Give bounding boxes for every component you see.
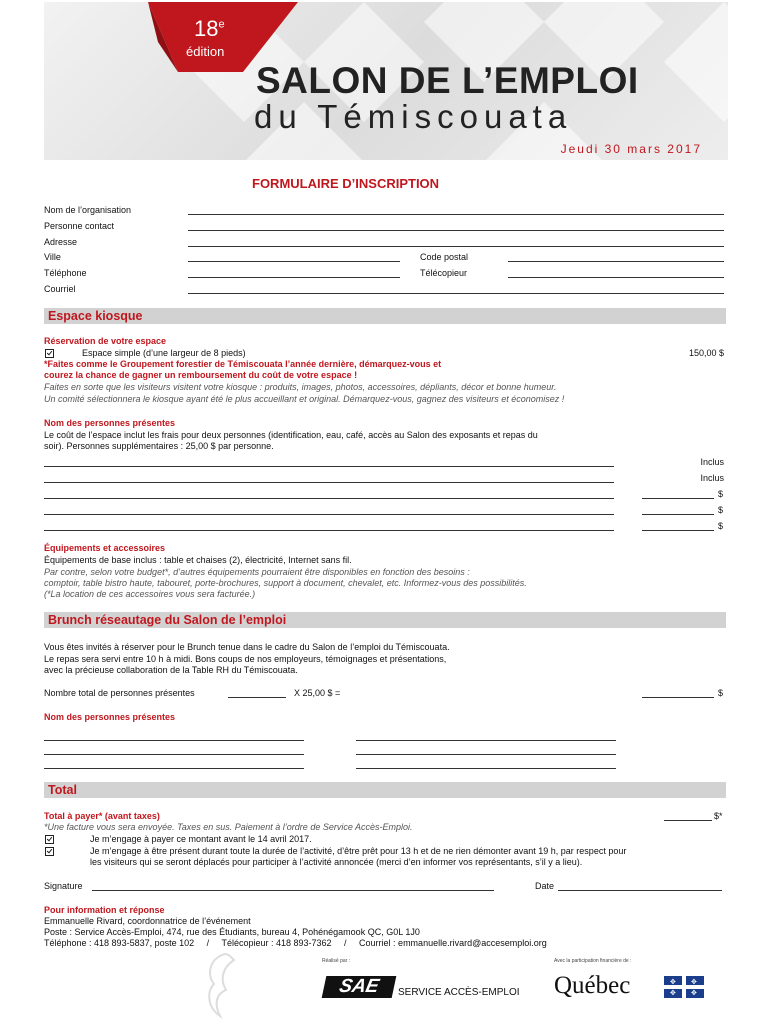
person-2-included: Inclus [700,473,724,483]
reservation-title: Réservation de votre espace [44,336,167,346]
info-contact: Emmanuelle Rivard, coordonnatrice de l’événement [44,916,251,926]
telecopieur-input[interactable] [508,277,724,278]
kiosque-names-title: Nom des personnes présentes [44,418,176,428]
kiosque-person-4-input[interactable] [44,514,614,515]
equipment-title: Équipements et accessoires [44,543,166,553]
kiosque-person-2-input[interactable] [44,482,614,483]
total-pay-label: Total à payer* (avant taxes) [44,811,160,821]
kiosque-names-text-1: Le coût de l’espace inclut les frais pour deux personnes (identification, eau, café, accès au Salon des exposants et repas du [44,430,538,440]
brunch-dollar: $ [718,688,724,698]
equipment-budget-note: Par contre, selon votre budget*, d’autres équipements pourraient être disponibles en fonction des besoins : [44,567,470,577]
brunch-person-5-input[interactable] [44,768,304,769]
section-header-kiosque: Espace kiosque [44,308,726,324]
espace-simple-label: Espace simple (d’une largeur de 8 pieds) [82,348,246,358]
field-label-adresse: Adresse [44,237,78,247]
commit-payment-label: Je m’engage à payer ce montant avant le 14 avril 2017. [90,834,312,844]
banner-title-main: SALON DE L’EMPLOI [256,60,639,101]
equipment-rental-note: (*La location de ces accessoires vous sera facturée.) [44,589,256,599]
signature-input[interactable] [92,890,494,891]
person-5-amount-input[interactable] [642,530,714,531]
kiosque-person-5-input[interactable] [44,530,614,531]
contest-note-1: Faites en sorte que les visiteurs visitent votre kiosque : produits, images, photos, accessoires, dépliants, décor et bonne humeur. [44,382,557,392]
ville-input[interactable] [188,261,400,262]
equipment-list-note: comptoir, table bistro haute, tabouret, porte-brochures, support à document, chevalet, etc. Informez-vous des possibilités. [44,578,527,588]
date-input[interactable] [558,890,722,891]
brunch-multiplier: X 25,00 $ = [294,688,341,698]
promo-line-1: *Faites comme le Groupement forestier de Témiscouata l’année dernière, démarquez-vous et [44,359,442,369]
courriel-input[interactable] [188,293,724,294]
person-5-dollar: $ [718,521,724,531]
total-amount-input[interactable] [664,820,712,821]
code-postal-input[interactable] [508,261,724,262]
field-label-telecopieur: Télécopieur [420,268,468,278]
brunch-person-2-input[interactable] [356,740,616,741]
brunch-person-1-input[interactable] [44,740,304,741]
brunch-text-3: avec la précieuse collaboration de la Table RH du Témiscouata. [44,665,298,675]
field-label-courriel: Courriel [44,284,76,294]
field-label-code-postal: Code postal [420,252,469,262]
edition-number: 18e [194,16,225,41]
brunch-total-label: Nombre total de personnes présentes [44,688,195,698]
total-dollar: $* [714,811,723,821]
brunch-person-4-input[interactable] [356,754,616,755]
watermark-silhouette-icon [200,950,250,1020]
commit-presence-label-1: Je m’engage à être présent durant toute la durée de l’activité, d’être prêt pour 13 h et de ne rien démonter avant 19 h, par respect pour [90,846,627,856]
section-header-brunch: Brunch réseautage du Salon de l’emploi [44,612,726,628]
section-header-total: Total [44,782,726,798]
edition-word: édition [186,44,225,59]
signature-label: Signature [44,881,83,891]
event-date: Jeudi 30 mars 2017 [560,142,702,156]
brunch-text-2: Le repas sera servi entre 10 h à midi. Bons coups de nos employeurs, témoignages et présentations, [44,654,447,664]
commit-payment-checkbox[interactable] [45,835,54,846]
equipment-included: Équipements de base inclus : table et chaises (2), électricité, Internet sans fil. [44,555,352,565]
realise-par-label: Réalisé par : [322,958,351,964]
info-address: Poste : Service Accès-Emploi, 474, rue des Étudiants, bureau 4, Pohénégamook QC, G0L 1J0 [44,927,420,937]
person-3-dollar: $ [718,489,724,499]
kiosque-person-1-input[interactable] [44,466,614,467]
commit-presence-label-2: les visiteurs qui se seront déplacés pour participer à l’activité annoncée (merci d’en informer vos représentants, s’il y a lieu). [90,857,583,867]
sae-logo: SAE [322,976,397,998]
quebec-flag-icon: ✥ ✥ ✥ ✥ [664,976,704,998]
person-1-included: Inclus [700,457,724,467]
commit-presence-checkbox[interactable] [45,847,54,858]
field-label-telephone: Téléphone [44,268,87,278]
contest-note-2: Un comité sélectionnera le kiosque ayant été le plus accueillant et original. Démarquez-vous, gagnez des visiteurs et économisez ! [44,394,565,404]
brunch-amount-input[interactable] [642,697,714,698]
kiosque-names-text-2: soir). Personnes supplémentaires : 25,00 $ par personne. [44,441,274,451]
banner-title-sub: du Témiscouata [254,98,573,135]
person-4-amount-input[interactable] [642,514,714,515]
participation-label: Avec la participation financière de : [554,958,632,964]
invoice-note: *Une facture vous sera envoyée. Taxes en sus. Paiement à l’ordre de Service Accès-Emploi. [44,822,413,832]
info-title: Pour information et réponse [44,905,165,915]
adresse-input[interactable] [188,246,724,247]
info-phone-fax-email: Téléphone : 418 893-5837, poste 102 / Télécopieur : 418 893-7362 / Courriel : emmanuelle.rivard@accesemploi.org [44,938,547,948]
espace-simple-price: 150,00 $ [688,348,724,358]
contact-input[interactable] [188,230,724,231]
brunch-person-6-input[interactable] [356,768,616,769]
field-label-organisation: Nom de l’organisation [44,205,132,215]
form-title: FORMULAIRE D’INSCRIPTION [252,176,440,191]
brunch-count-input[interactable] [228,697,286,698]
date-label: Date [535,881,555,891]
field-label-contact: Personne contact [44,221,115,231]
quebec-wordmark: Québec [554,972,631,999]
brunch-person-3-input[interactable] [44,754,304,755]
telephone-input[interactable] [188,277,400,278]
organisation-input[interactable] [188,214,724,215]
field-label-ville: Ville [44,252,61,262]
sae-name: SERVICE ACCÈS-EMPLOI [398,987,520,998]
person-3-amount-input[interactable] [642,498,714,499]
promo-line-2: courez la chance de gagner un remboursement du coût de votre espace ! [44,370,358,380]
person-4-dollar: $ [718,505,724,515]
kiosque-person-3-input[interactable] [44,498,614,499]
brunch-names-title: Nom des personnes présentes [44,712,176,722]
banner [44,2,728,160]
brunch-text-1: Vous êtes invités à réserver pour le Brunch tenue dans le cadre du Salon de l’emploi du Témiscouata. [44,642,450,652]
